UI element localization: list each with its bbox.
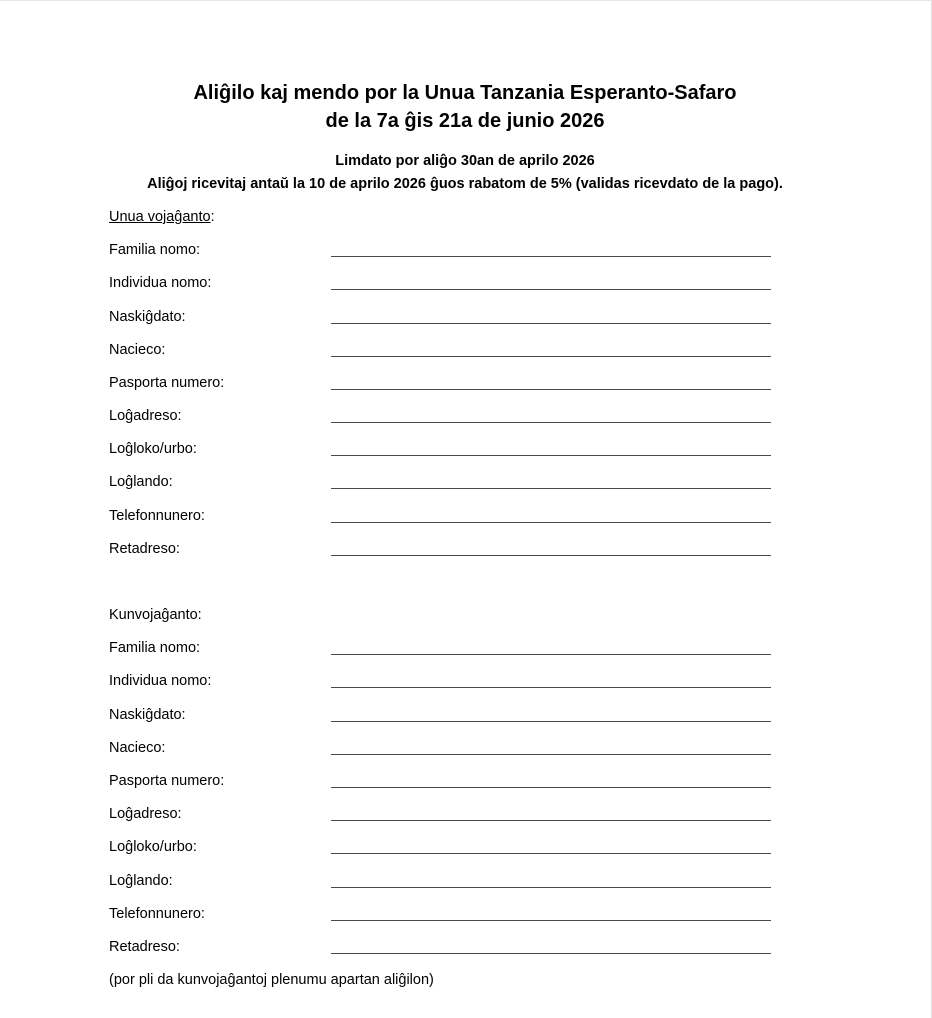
companion-field-address	[109, 804, 772, 826]
companion-section-heading: Kunvojaĝanto:	[109, 607, 202, 623]
fill-in-line[interactable]	[331, 256, 771, 257]
fill-in-line[interactable]	[331, 323, 771, 324]
companion-field-given-name	[109, 671, 772, 693]
traveler-field-city	[109, 439, 772, 461]
companion-footnote: (por pli da kunvojaĝantoj plenumu apartan aliĝilon)	[109, 972, 434, 988]
fill-in-line[interactable]	[331, 754, 771, 755]
field-label: Retadreso:	[109, 939, 180, 955]
fill-in-line[interactable]	[331, 920, 771, 921]
companion-field-passport	[109, 771, 772, 793]
traveler-heading-text: Unua vojaĝanto	[109, 209, 211, 225]
field-label: Familia nomo:	[109, 242, 201, 258]
traveler-field-phone	[109, 506, 772, 528]
field-label: Loĝlando:	[109, 873, 173, 889]
field-label: Loĝadreso:	[109, 806, 182, 822]
fill-in-line[interactable]	[331, 555, 771, 556]
traveler-field-nationality	[109, 340, 772, 362]
fill-in-line[interactable]	[331, 488, 771, 489]
companion-field-nationality	[109, 738, 772, 760]
fill-in-line[interactable]	[331, 853, 771, 854]
fill-in-line[interactable]	[331, 787, 771, 788]
companion-field-email	[109, 937, 772, 959]
fill-in-line[interactable]	[331, 953, 771, 954]
field-label: Individua nomo:	[109, 275, 212, 291]
fill-in-line[interactable]	[331, 887, 771, 888]
field-label: Loĝloko/urbo:	[109, 839, 197, 855]
field-label: Telefonnunero:	[109, 508, 205, 524]
traveler-field-given-name	[109, 273, 772, 295]
traveler-field-address	[109, 406, 772, 428]
companion-field-country	[109, 871, 772, 893]
field-label: Loĝloko/urbo:	[109, 441, 197, 457]
field-label: Telefonnunero:	[109, 906, 205, 922]
traveler-field-birthdate	[109, 307, 772, 329]
traveler-field-passport	[109, 373, 772, 395]
traveler-field-country	[109, 472, 772, 494]
fill-in-line[interactable]	[331, 455, 771, 456]
traveler-field-email	[109, 539, 772, 561]
fill-in-line[interactable]	[331, 422, 771, 423]
form-title-line-2: de la 7a ĝis 21a de junio 2026	[325, 110, 605, 132]
discount-note: Aliĝoj ricevitaj antaŭ la 10 de aprilo 2026 ĝuos rabatom de 5% (validas ricevdato de la pago).	[147, 176, 783, 192]
field-label: Individua nomo:	[109, 673, 212, 689]
field-label: Naskiĝdato:	[109, 707, 186, 723]
field-label: Nacieco:	[109, 342, 166, 358]
fill-in-line[interactable]	[331, 654, 771, 655]
field-label: Loĝlando:	[109, 474, 173, 490]
fill-in-line[interactable]	[331, 522, 771, 523]
field-label: Nacieco:	[109, 740, 166, 756]
companion-field-phone	[109, 904, 772, 926]
form-title-line-1: Aliĝilo kaj mendo por la Unua Tanzania Esperanto-Safaro	[193, 82, 737, 104]
deadline-text: Limdato por aliĝo 30an de aprilo 2026	[335, 153, 595, 169]
companion-field-birthdate	[109, 705, 772, 727]
traveler-heading-colon: :	[210, 209, 215, 225]
companion-field-city	[109, 837, 772, 859]
fill-in-line[interactable]	[331, 687, 771, 688]
traveler-field-family-name	[109, 240, 772, 262]
field-label: Loĝadreso:	[109, 408, 182, 424]
traveler-section-heading	[109, 207, 215, 227]
fill-in-line[interactable]	[331, 820, 771, 821]
field-label: Naskiĝdato:	[109, 309, 186, 325]
fill-in-line[interactable]	[331, 389, 771, 390]
field-label: Pasporta numero:	[109, 773, 225, 789]
companion-field-family-name	[109, 638, 772, 660]
fill-in-line[interactable]	[331, 289, 771, 290]
fill-in-line[interactable]	[331, 356, 771, 357]
field-label: Pasporta numero:	[109, 375, 225, 391]
field-label: Familia nomo:	[109, 640, 201, 656]
fill-in-line[interactable]	[331, 721, 771, 722]
field-label: Retadreso:	[109, 541, 180, 557]
